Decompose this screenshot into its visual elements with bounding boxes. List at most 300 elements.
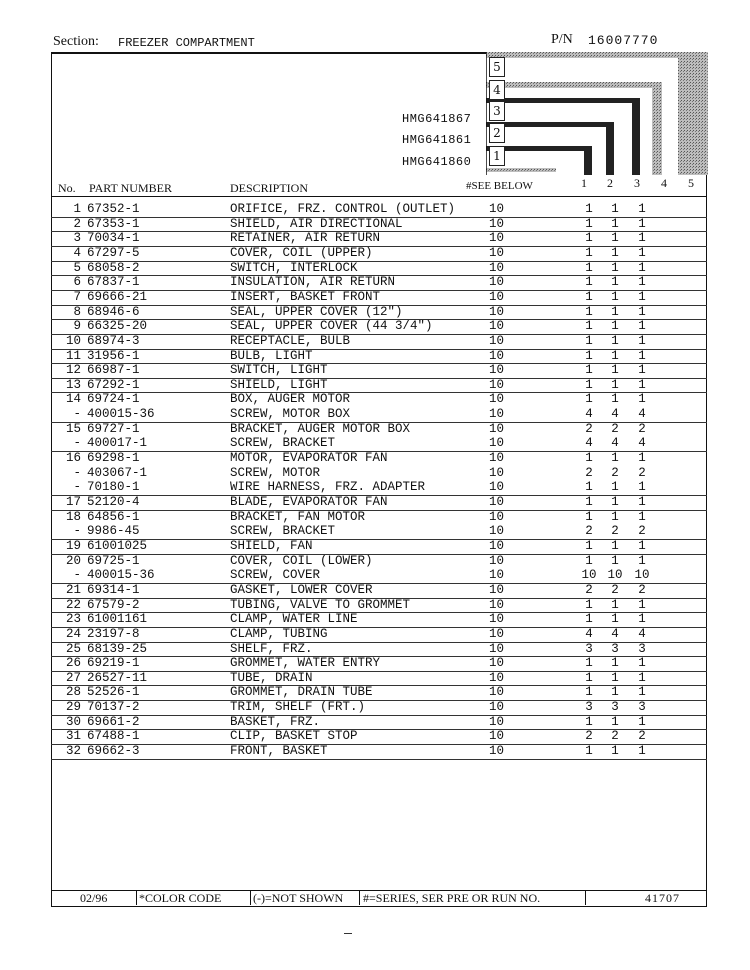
table-row: [51, 671, 707, 686]
series-number: 10: [489, 597, 505, 612]
qty-model-3: 1: [638, 275, 646, 290]
qty-model-1: 1: [585, 538, 593, 553]
item-number: 21: [65, 582, 81, 597]
part-number: 67297-5: [87, 245, 140, 260]
table-row: [51, 319, 707, 334]
series-number: 10: [489, 714, 505, 729]
model-number: HMG641860: [402, 155, 472, 169]
footer-page-code: 41707: [645, 891, 680, 905]
part-description: ORIFICE, FRZ. CONTROL (OUTLET): [230, 202, 456, 216]
part-description: GROMMET, WATER ENTRY: [230, 656, 381, 671]
item-number: -: [73, 407, 81, 422]
part-number: 67292-1: [87, 377, 140, 392]
table-row: [51, 627, 707, 642]
item-number: -: [73, 436, 81, 451]
qty-model-1: 1: [585, 260, 593, 275]
part-description: SEAL, UPPER COVER (12"): [230, 304, 403, 319]
part-description: RETAINER, AIR RETURN: [230, 231, 381, 246]
row-divider: [51, 700, 707, 701]
series-number: 10: [489, 333, 505, 348]
row-divider: [51, 598, 707, 599]
row-divider: [51, 554, 707, 555]
stair-label-5: 5: [489, 57, 505, 77]
part-description: SCREW, BRACKET: [230, 436, 336, 451]
qty-model-1: 1: [585, 392, 593, 407]
item-number: 4: [73, 245, 81, 260]
series-number: 10: [489, 465, 505, 480]
qty-model-2: 1: [611, 538, 619, 553]
item-number: 31: [65, 729, 81, 744]
qty-model-3: 1: [638, 451, 646, 466]
item-number: 23: [65, 612, 81, 627]
part-number: 69666-21: [87, 289, 148, 304]
page-mark: [344, 933, 352, 934]
pn-label: P/N: [551, 32, 573, 47]
qty-model-3: 1: [638, 245, 646, 260]
qty-model-1: 3: [585, 641, 593, 656]
qty-model-1: 4: [585, 436, 593, 451]
qty-model-3: 1: [638, 216, 646, 231]
part-description: SWITCH, LIGHT: [230, 363, 328, 378]
qty-model-1: 1: [585, 245, 593, 260]
qty-model-2: 1: [611, 216, 619, 231]
row-divider: [51, 261, 707, 262]
row-divider: [51, 539, 707, 540]
series-number: 10: [489, 275, 505, 290]
part-description: WIRE HARNESS, FRZ. ADAPTER: [230, 480, 426, 495]
stair-label-2: 2: [489, 123, 505, 143]
footer-divider: [250, 891, 251, 905]
qty-model-2: 1: [611, 451, 619, 466]
section-value: FREEZER COMPARTMENT: [118, 36, 255, 50]
part-number: 69662-3: [87, 744, 140, 759]
series-number: 10: [489, 289, 505, 304]
part-number: 69724-1: [87, 392, 140, 407]
part-number: 69727-1: [87, 421, 140, 436]
section-label: Section:: [53, 34, 99, 49]
item-number: 32: [65, 744, 81, 759]
footer-divider: [585, 891, 586, 905]
series-number: 10: [489, 685, 505, 700]
part-description: GASKET, LOWER COVER: [230, 582, 373, 597]
table-row: [51, 568, 707, 583]
qty-model-1: 1: [585, 304, 593, 319]
qty-model-3: 1: [638, 744, 646, 759]
qty-model-2: 2: [611, 421, 619, 436]
stair-label-4: 4: [489, 80, 505, 100]
item-number: 27: [65, 670, 81, 685]
item-number: 29: [65, 700, 81, 715]
qty-model-2: 4: [611, 436, 619, 451]
qty-model-1: 1: [585, 744, 593, 759]
qty-model-3: 1: [638, 509, 646, 524]
qty-model-3: 2: [638, 465, 646, 480]
part-number: 64856-1: [87, 509, 140, 524]
part-description: SHIELD, LIGHT: [230, 377, 328, 392]
series-number: 10: [489, 509, 505, 524]
qty-model-1: 10: [581, 568, 597, 583]
part-number: 61001161: [87, 612, 148, 627]
qty-model-3: 1: [638, 656, 646, 671]
part-number: 66325-20: [87, 319, 148, 334]
item-number: 3: [73, 231, 81, 246]
row-divider: [51, 729, 707, 730]
qty-model-3: 1: [638, 612, 646, 627]
item-number: 8: [73, 304, 81, 319]
model-column-staircase: [486, 52, 708, 197]
part-number: 31956-1: [87, 348, 140, 363]
qty-model-3: 1: [638, 289, 646, 304]
series-number: 10: [489, 216, 505, 231]
qty-model-1: 3: [585, 700, 593, 715]
series-number: 10: [489, 700, 505, 715]
part-description: BRACKET, FAN MOTOR: [230, 509, 366, 524]
row-divider: [51, 642, 707, 643]
table-row: [51, 378, 707, 393]
table-row: [51, 480, 707, 495]
row-divider: [51, 671, 707, 672]
table-row: [51, 275, 707, 290]
series-number: 10: [489, 260, 505, 275]
qty-model-1: 2: [585, 421, 593, 436]
series-number: 10: [489, 538, 505, 553]
qty-model-3: 1: [638, 319, 646, 334]
qty-model-1: 1: [585, 348, 593, 363]
qty-model-1: 2: [585, 524, 593, 539]
staircase-band-5: [486, 52, 708, 58]
part-number: 70137-2: [87, 700, 140, 715]
row-divider: [51, 612, 707, 613]
qty-model-3: 1: [638, 260, 646, 275]
qty-model-3: 1: [638, 553, 646, 568]
qty-model-1: 1: [585, 509, 593, 524]
qty-model-2: 1: [611, 714, 619, 729]
qty-model-1: 2: [585, 729, 593, 744]
table-row: [51, 715, 707, 730]
qty-model-2: 1: [611, 392, 619, 407]
part-number: 61001025: [87, 538, 148, 553]
qty-model-2: 10: [607, 568, 623, 583]
qty-model-3: 1: [638, 392, 646, 407]
qty-model-3: 1: [638, 714, 646, 729]
series-number: 10: [489, 670, 505, 685]
qty-model-2: 1: [611, 656, 619, 671]
footer-series-note: #=SERIES, SER PRE OR RUN NO.: [363, 891, 541, 905]
row-divider: [51, 583, 707, 584]
qty-model-1: 1: [585, 231, 593, 246]
part-number: 69314-1: [87, 582, 140, 597]
col-header-qty-4: 4: [661, 176, 667, 190]
staircase-base: [486, 168, 556, 172]
staircase-bar-5: [678, 52, 708, 175]
item-number: -: [73, 465, 81, 480]
table-row: [51, 685, 707, 700]
qty-model-3: 10: [634, 568, 650, 583]
footer-divider: [136, 891, 137, 905]
series-number: 10: [489, 407, 505, 422]
table-row: [51, 349, 707, 364]
staircase-bar-2: [606, 122, 614, 175]
table-row: [51, 656, 707, 671]
part-description: MOTOR, EVAPORATOR FAN: [230, 451, 388, 466]
qty-model-3: 1: [638, 480, 646, 495]
part-number: 69298-1: [87, 451, 140, 466]
series-number: 10: [489, 304, 505, 319]
row-divider: [51, 290, 707, 291]
table-row: [51, 729, 707, 744]
part-number: 67352-1: [87, 202, 140, 216]
table-row: [51, 744, 707, 759]
qty-model-2: 1: [611, 333, 619, 348]
stair-label-3: 3: [489, 101, 505, 121]
table-row: [51, 436, 707, 451]
qty-model-2: 1: [611, 231, 619, 246]
qty-model-1: 1: [585, 451, 593, 466]
part-description: INSERT, BASKET FRONT: [230, 289, 381, 304]
series-number: 10: [489, 421, 505, 436]
qty-model-1: 4: [585, 626, 593, 641]
qty-model-2: 1: [611, 597, 619, 612]
item-number: 25: [65, 641, 81, 656]
qty-model-3: 1: [638, 597, 646, 612]
part-number: 52120-4: [87, 495, 140, 509]
qty-model-2: 1: [611, 289, 619, 304]
qty-model-2: 3: [611, 700, 619, 715]
item-number: -: [73, 568, 81, 583]
table-row: [51, 642, 707, 657]
col-header-qty-5: 5: [688, 176, 694, 190]
part-description: GROMMET, DRAIN TUBE: [230, 685, 373, 700]
row-divider: [51, 363, 707, 364]
qty-model-1: 1: [585, 216, 593, 231]
row-divider: [51, 319, 707, 320]
series-number: 10: [489, 377, 505, 392]
item-number: 13: [65, 377, 81, 392]
qty-model-1: 1: [585, 597, 593, 612]
part-number: 68946-6: [87, 304, 140, 319]
part-number: 67353-1: [87, 216, 140, 231]
qty-model-2: 1: [611, 202, 619, 216]
series-number: 10: [489, 319, 505, 334]
qty-model-2: 1: [611, 553, 619, 568]
qty-model-1: 1: [585, 480, 593, 495]
part-description: TUBE, DRAIN: [230, 670, 313, 685]
series-number: 10: [489, 729, 505, 744]
part-description: CLAMP, WATER LINE: [230, 612, 358, 627]
qty-model-1: 1: [585, 714, 593, 729]
row-divider: [51, 231, 707, 232]
table-row: [51, 554, 707, 569]
qty-model-3: 1: [638, 304, 646, 319]
qty-model-1: 1: [585, 656, 593, 671]
table-row: [51, 612, 707, 627]
item-number: 19: [65, 538, 81, 553]
qty-model-1: 1: [585, 202, 593, 216]
qty-model-2: 1: [611, 480, 619, 495]
part-number: 400015-36: [87, 407, 155, 422]
qty-model-3: 1: [638, 363, 646, 378]
qty-model-3: 4: [638, 407, 646, 422]
part-number: 69219-1: [87, 656, 140, 671]
row-divider: [51, 246, 707, 247]
table-row: [51, 524, 707, 539]
part-description: BOX, AUGER MOTOR: [230, 392, 351, 407]
item-number: 16: [65, 451, 81, 466]
table-row: [51, 466, 707, 481]
item-number: 18: [65, 509, 81, 524]
table-row: [51, 217, 707, 232]
series-number: 10: [489, 744, 505, 759]
item-number: 5: [73, 260, 81, 275]
staircase-bar-3: [632, 98, 640, 175]
part-description: SCREW, MOTOR: [230, 465, 321, 480]
table-row: [51, 334, 707, 349]
part-number: 67579-2: [87, 597, 140, 612]
row-divider: [51, 656, 707, 657]
row-divider: [51, 392, 707, 393]
part-number: 67488-1: [87, 729, 140, 744]
table-row: [51, 305, 707, 320]
qty-model-3: 2: [638, 524, 646, 539]
part-description: BLADE, EVAPORATOR FAN: [230, 495, 388, 509]
table-row: [51, 495, 707, 510]
qty-model-1: 1: [585, 495, 593, 509]
row-divider: [51, 510, 707, 511]
qty-model-2: 2: [611, 582, 619, 597]
part-number: 68139-25: [87, 641, 148, 656]
part-description: CLIP, BASKET STOP: [230, 729, 358, 744]
row-divider: [51, 495, 707, 496]
row-divider: [51, 627, 707, 628]
qty-model-2: 1: [611, 260, 619, 275]
table-row: [51, 583, 707, 598]
qty-model-3: 4: [638, 626, 646, 641]
part-number: 52526-1: [87, 685, 140, 700]
series-number: 10: [489, 392, 505, 407]
series-number: 10: [489, 231, 505, 246]
model-number: HMG641867: [402, 112, 472, 126]
col-header-series: #SEE BELOW: [466, 180, 533, 192]
qty-model-3: 4: [638, 436, 646, 451]
item-number: -: [73, 480, 81, 495]
series-number: 10: [489, 202, 505, 216]
series-number: 10: [489, 480, 505, 495]
part-description: CLAMP, TUBING: [230, 626, 328, 641]
qty-model-2: 4: [611, 407, 619, 422]
part-number: 26527-11: [87, 670, 148, 685]
qty-model-1: 1: [585, 553, 593, 568]
part-description: BULB, LIGHT: [230, 348, 313, 363]
table-row: [51, 392, 707, 407]
row-divider: [51, 378, 707, 379]
stair-label-1: 1: [489, 146, 505, 166]
qty-model-1: 1: [585, 333, 593, 348]
qty-model-1: 1: [585, 363, 593, 378]
part-description: SHELF, FRZ.: [230, 641, 313, 656]
part-description: RECEPTACLE, BULB: [230, 333, 351, 348]
col-header-qty-2: 2: [607, 176, 613, 190]
qty-model-1: 1: [585, 377, 593, 392]
qty-model-1: 1: [585, 670, 593, 685]
qty-model-1: 1: [585, 319, 593, 334]
item-number: 6: [73, 275, 81, 290]
series-number: 10: [489, 524, 505, 539]
item-number: 24: [65, 626, 81, 641]
col-header-part-number: PART NUMBER: [89, 181, 172, 195]
item-number: 9: [73, 319, 81, 334]
item-number: 14: [65, 392, 81, 407]
qty-model-3: 1: [638, 670, 646, 685]
part-number: 68058-2: [87, 260, 140, 275]
qty-model-2: 1: [611, 612, 619, 627]
col-header-qty-1: 1: [581, 176, 587, 190]
qty-model-3: 1: [638, 348, 646, 363]
qty-model-1: 2: [585, 465, 593, 480]
table-row: [51, 539, 707, 554]
series-number: 10: [489, 641, 505, 656]
qty-model-1: 2: [585, 582, 593, 597]
item-number: 20: [65, 553, 81, 568]
table-row: [51, 363, 707, 378]
table-row: [51, 407, 707, 422]
table-row: [51, 231, 707, 246]
part-number: 70034-1: [87, 231, 140, 246]
item-number: 11: [65, 348, 81, 363]
series-number: 10: [489, 626, 505, 641]
part-description: SCREW, MOTOR BOX: [230, 407, 351, 422]
qty-model-3: 3: [638, 700, 646, 715]
qty-model-2: 1: [611, 495, 619, 509]
qty-model-2: 1: [611, 245, 619, 260]
qty-model-2: 4: [611, 626, 619, 641]
qty-model-3: 1: [638, 333, 646, 348]
part-description: SEAL, UPPER COVER (44 3/4"): [230, 319, 433, 334]
staircase-bar-1: [584, 146, 592, 175]
table-row: [51, 451, 707, 466]
item-number: -: [73, 524, 81, 539]
part-description: SHIELD, FAN: [230, 538, 313, 553]
qty-model-2: 1: [611, 377, 619, 392]
part-number: 23197-8: [87, 626, 140, 641]
row-divider: [51, 759, 707, 760]
part-number: 403067-1: [87, 465, 148, 480]
part-description: TRIM, SHELF (FRT.): [230, 700, 366, 715]
qty-model-2: 1: [611, 304, 619, 319]
part-number: 400017-1: [87, 436, 148, 451]
part-number: 70180-1: [87, 480, 140, 495]
part-number: 66987-1: [87, 363, 140, 378]
qty-model-3: 2: [638, 421, 646, 436]
item-number: 7: [73, 289, 81, 304]
row-divider: [51, 217, 707, 218]
part-description: COVER, COIL (LOWER): [230, 553, 373, 568]
qty-model-2: 3: [611, 641, 619, 656]
qty-model-1: 1: [585, 685, 593, 700]
part-number: 69725-1: [87, 553, 140, 568]
header-rule: [51, 196, 707, 197]
footer-divider: [359, 891, 360, 905]
model-number: HMG641861: [402, 133, 472, 147]
item-number: 12: [65, 363, 81, 378]
qty-model-3: 1: [638, 538, 646, 553]
part-number: 69661-2: [87, 714, 140, 729]
series-number: 10: [489, 553, 505, 568]
item-number: 22: [65, 597, 81, 612]
part-description: INSULATION, AIR RETURN: [230, 275, 396, 290]
qty-model-1: 1: [585, 289, 593, 304]
pn-value: 16007770: [588, 33, 659, 48]
table-row: [51, 700, 707, 715]
